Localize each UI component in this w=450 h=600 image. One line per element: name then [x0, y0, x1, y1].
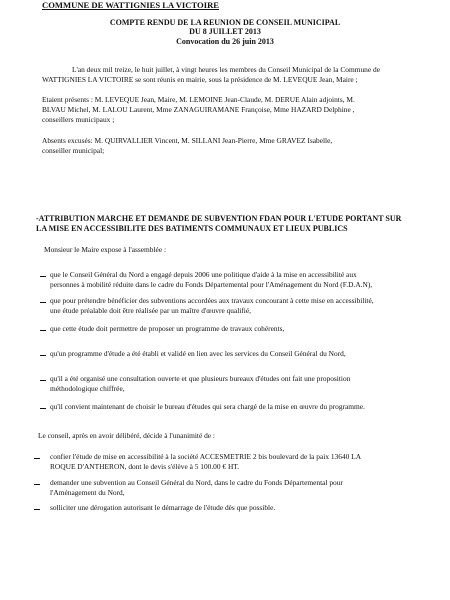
- report-date: DU 8 JUILLET 2013: [189, 27, 261, 36]
- bullet-dash: [40, 408, 46, 409]
- intro-line-2: WATTIGNIES LA VICTOIRE se sont réunis en mairie, sous la présidence de M. LEVEQUE Jean, Maire ;: [42, 75, 358, 84]
- expose-intro: Monsieur le Maire expose à l'assemblée :: [44, 245, 167, 254]
- point-5-line-1: qu'il a été organisé une consultation ouverte et que plusieurs bureaux d'études ont fait une proposition: [50, 374, 351, 383]
- report-title: COMPTE RENDU DE LA REUNION DE CONSEIL MUNICIPAL: [109, 18, 341, 27]
- bullet-dash: [34, 458, 40, 459]
- decision-1-line-2: ROQUE D'ANTHERON, dont le devis s'élève à 5 100.00 € HT.: [50, 462, 240, 471]
- absents-line-1: Absents excusés: M. QUIRVALLIER Vincent, M. SILLANI Jean-Pierre, Mme GRAVEZ Isabelle,: [42, 136, 333, 145]
- bullet-dash: [40, 276, 46, 277]
- point-2-line-1: que pour prétendre bénéficier des subventions accordées aux travaux concourant à cette mise en accessibilité,: [50, 296, 374, 305]
- section-title-line-1: -ATTRIBUTION MARCHE ET DEMANDE DE SUBVENTION FDAN POUR L'ETUDE PORTANT SUR: [36, 214, 402, 223]
- decision-1-line-1: confier l'étude de mise en accessibilité à la société ACCESMETRIE 2 bis boulevard de la paix 13640 LA: [50, 452, 362, 461]
- bullet-dash: [34, 509, 40, 510]
- point-2-line-2: une étude préalable doit être réalisée par un maître d'œuvre qualifié,: [50, 306, 251, 315]
- bullet-dash: [40, 355, 46, 356]
- point-6-line-1: qu'il convient maintenant de choisir le bureau d'études qui sera chargé de la mise en œuvre du programme.: [50, 402, 365, 411]
- decision-intro: Le conseil, après en avoir délibéré, décide à l'unanimité de :: [38, 431, 215, 440]
- point-1-line-1: que le Conseil Général du Nord a engagé depuis 2006 une politique d'aide à la mise en accessibilité aux: [50, 270, 357, 279]
- absents-line-2: conseiller municipal;: [42, 146, 105, 155]
- decision-2-line-2: l'Aménagement du Nord,: [50, 488, 125, 497]
- presents-line-2: BLVAU Michel, M. LALOU Laurent, Mme ZANAGUIRAMANE Françoise, Mme HAZARD Delphine ,: [42, 105, 355, 114]
- convocation-date: Convocation du 26 juin 2013: [176, 37, 274, 46]
- point-5-line-2: méthodologique chiffrée,: [50, 384, 125, 393]
- bullet-dash: [40, 302, 46, 303]
- point-1-line-2: personnes à mobilité réduite dans le cadre du Fonds Départemental pour l'Aménagement du Nord (F.D.A.N),: [50, 280, 373, 289]
- commune-name: COMMUNE DE WATTIGNIES LA VICTOIRE: [42, 0, 220, 10]
- point-3-line-1: que cette étude doit permettre de proposer un programme de travaux cohérents,: [50, 324, 285, 333]
- point-4-line-1: qu'un programme d'étude a été établi et validé en lien avec les services du Conseil Général du Nord,: [50, 349, 346, 358]
- presents-line-3: conseillers municipaux ;: [42, 115, 115, 124]
- presents-line-1: Etaient présents : M. LEVEQUE Jean, Maire, M. LEMOINE Jean-Claude, M. DERUE Alain adjoints, M.: [42, 95, 355, 104]
- bullet-dash: [34, 484, 40, 485]
- section-title-line-2: LA MISE EN ACCESSIBILITE DES BATIMENTS COMMUNAUX ET LIEUX PUBLICS: [36, 224, 348, 233]
- intro-line-1: L'an deux mil treize, le huit juillet, à vingt heures les membres du Conseil Municipal de la Commune de: [72, 65, 380, 74]
- decision-3-line-1: solliciter une dérogation autorisant le démarrage de l'étude dès que possible.: [50, 503, 276, 512]
- decision-2-line-1: demander une subvention au Conseil Général du Nord, dans le cadre du Fonds Départemental pour: [50, 478, 343, 487]
- bullet-dash: [40, 330, 46, 331]
- bullet-dash: [40, 380, 46, 381]
